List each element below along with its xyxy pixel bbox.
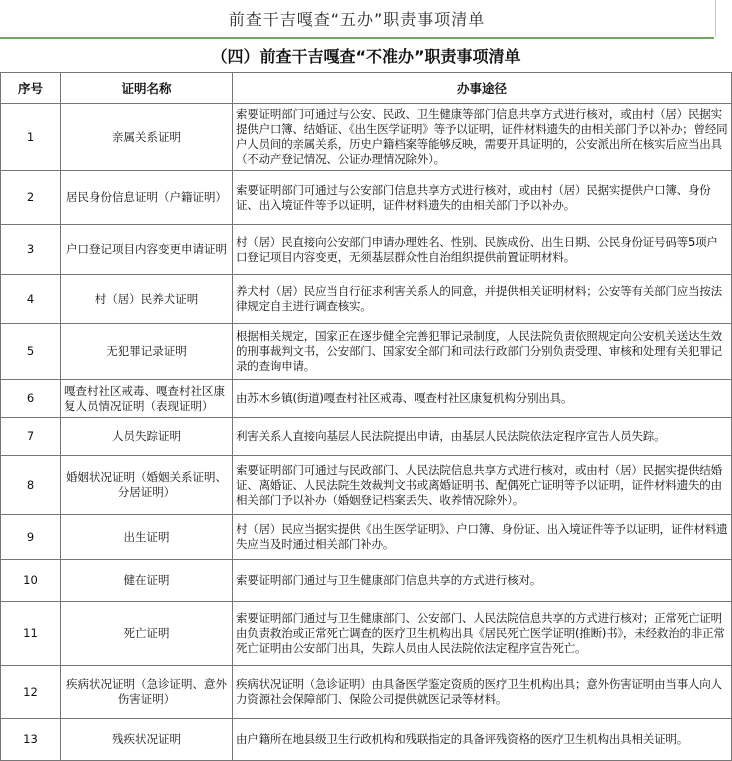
table-row (1, 171, 732, 225)
handling-path: 村（居）民直接向公安部门申请办理姓名、性别、民族成份、出生日期、公民身份证号码等5项户口登记项目内容变更，无须基层群众性自治组织提供前置证明材料。 (233, 225, 732, 275)
table-row (1, 275, 732, 324)
handling-path: 索要证明部门可通过与民政部门、人民法院信息共享方式进行核对，或由村（居）民据实提供结婚证、离婚证、人民法院生效裁判文书或离婚证明书、配偶死亡证明等予以证明，证件材料遗失的由相关部门予以补办（婚姻登记档案丢失、收养情况除外）。 (233, 456, 732, 515)
table-row (1, 418, 732, 456)
section-title: （四）前查干吉嘎查“不准办”职责事项清单 (211, 47, 521, 66)
handling-path: 养犬村（居）民应当自行征求利害关系人的同意，并提供相关证明材料；公安等有关部门应当按法律规定自主进行调查核实。 (233, 275, 732, 324)
row-number: 2 (1, 171, 61, 225)
row-number: 1 (1, 104, 61, 171)
certificate-name: 出生证明 (61, 515, 233, 560)
row-number: 7 (1, 418, 61, 456)
table-row (1, 719, 732, 761)
certificate-name: 亲属关系证明 (61, 104, 233, 171)
handling-path: 由苏木乡镇(街道)嘎查村社区戒毒、嘎查村社区康复机构分别出具。 (233, 380, 732, 418)
certificate-name: 嘎查村社区戒毒、嘎查村社区康复人员情况证明（表现证明） (61, 380, 233, 418)
certificate-name: 居民身份信息证明（户籍证明） (61, 171, 233, 225)
table-row (1, 666, 732, 719)
certificate-name: 无犯罪记录证明 (61, 324, 233, 380)
certificate-name: 死亡证明 (61, 602, 233, 666)
handling-path: 村（居）民应当据实提供《出生医学证明》、户口簿、身份证、出入境证件等予以证明，证件材料遗失应当及时通过相关部门补办。 (233, 515, 732, 560)
table-row (1, 602, 732, 666)
column-header-no: 序号 (1, 73, 61, 104)
handling-path: 索要证明部门可通过与公安、民政、卫生健康等部门信息共享方式进行核对，或由村（居）民据实提供户口簿、结婚证、《出生医学证明》等予以证明，证件材料遗失的由相关部门予以补办；曾经同户人员间的亲属关系，历史户籍档案等能够反映，需要开具证明的，公安派出所在核实后应当出具（不动产登记情况、公证办理情况除外）。 (233, 104, 732, 171)
handling-path: 索要证明部门通过与卫生健康部门、公安部门、人民法院信息共享的方式进行核对；正常死亡证明由负责救治或正常死亡调查的医疗卫生机构出具《居民死亡医学证明(推断)书》，未经救治的非正常死亡证明由公安部门出具，失踪人员由人民法院依法定程序宣告死亡。 (233, 602, 732, 666)
table-row (1, 560, 732, 602)
handling-path: 利害关系人直接向基层人民法院提出申请，由基层人民法院依法定程序宣告人员失踪。 (233, 418, 732, 456)
column-header-path: 办事途径 (233, 73, 732, 104)
title-cell-border (715, 0, 716, 37)
certificate-name: 健在证明 (61, 560, 233, 602)
column-header-name: 证明名称 (61, 73, 233, 104)
handling-path: 根据相关规定，国家正在逐步健全完善犯罪记录制度，人民法院负责依照规定向公安机关送达生效的刑事裁判文书，公安部门、国家安全部门和司法行政部门分别负责受理、审核和处理有关犯罪记录的查询申请。 (233, 324, 732, 380)
certificate-name: 婚姻状况证明（婚姻关系证明、分居证明） (61, 456, 233, 515)
row-number: 10 (1, 560, 61, 602)
row-number: 11 (1, 602, 61, 666)
handling-path: 疾病状况证明（急诊证明）由具备医学鉴定资质的医疗卫生机构出具；意外伤害证明由当事人向人力资源社会保障部门、保险公司提供就医记录等材料。 (233, 666, 732, 719)
row-number: 6 (1, 380, 61, 418)
table-row (1, 225, 732, 275)
certificate-name: 残疾状况证明 (61, 719, 233, 761)
certificate-name: 村（居）民养犬证明 (61, 275, 233, 324)
document-title: 前查干吉嘎查“五办”职责事项清单 (0, 0, 714, 39)
certificate-name: 户口登记项目内容变更申请证明 (61, 225, 233, 275)
handling-path: 由户籍所在地县级卫生行政机构和残联指定的具备评残资格的医疗卫生机构出具相关证明。 (233, 719, 732, 761)
table-row (1, 515, 732, 560)
row-number: 8 (1, 456, 61, 515)
duty-list-table (0, 72, 732, 761)
table-row (1, 324, 732, 380)
row-number: 5 (1, 324, 61, 380)
row-number: 13 (1, 719, 61, 761)
row-number: 4 (1, 275, 61, 324)
certificate-name: 疾病状况证明（急诊证明、意外伤害证明） (61, 666, 233, 719)
row-number: 12 (1, 666, 61, 719)
handling-path: 索要证明部门通过与卫生健康部门信息共享的方式进行核对。 (233, 560, 732, 602)
table-row (1, 456, 732, 515)
row-number: 3 (1, 225, 61, 275)
handling-path: 索要证明部门可通过与公安部门信息共享方式进行核对，或由村（居）民据实提供户口簿、身份证、出入境证件等予以证明，证件材料遗失的由相关部门予以补办。 (233, 171, 732, 225)
certificate-name: 人员失踪证明 (61, 418, 233, 456)
table-row (1, 104, 732, 171)
table-header-row (1, 73, 732, 104)
table-row (1, 380, 732, 418)
row-number: 9 (1, 515, 61, 560)
